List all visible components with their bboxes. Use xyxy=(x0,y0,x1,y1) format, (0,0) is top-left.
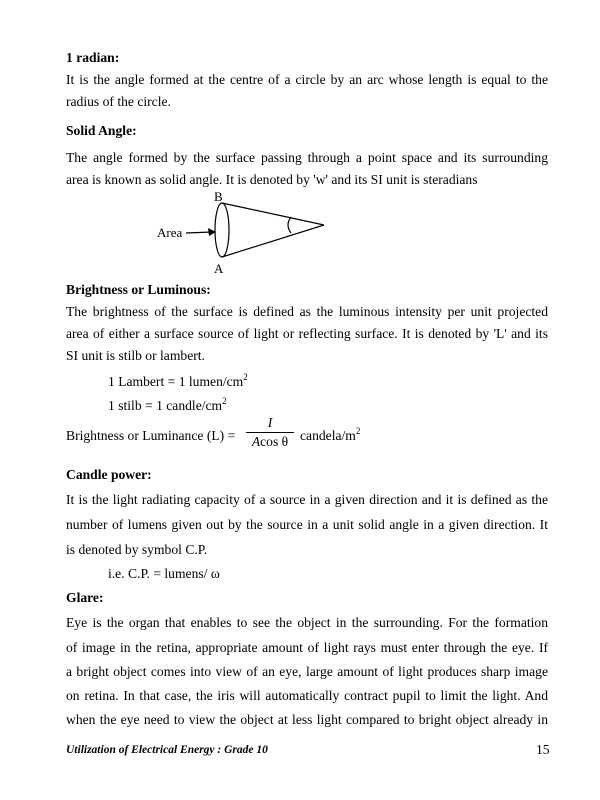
brightness-text-line-2: area of either a surface source of light or reflecting surface. It is denoted by 'L' and its xyxy=(66,326,548,341)
stilb-equation: 1 stilb = 1 candle/$cm^2$ xyxy=(108,396,227,413)
fraction-bar xyxy=(246,432,294,433)
luminance-formula-unit: candela/$m^2$ xyxy=(300,426,361,443)
label-area: Area xyxy=(157,225,183,240)
glare-heading: Glare: xyxy=(66,590,104,605)
luminance-formula-label: Brightness or Luminance (L) = xyxy=(66,428,236,443)
solid-angle-heading: Solid Angle: xyxy=(66,123,137,138)
glare-text-line-1: Eye is the organ that enables to see the object in the surrounding. For the formation xyxy=(66,615,548,630)
candle-power-text-line-2: number of lumens given out by the source in a unit solid angle in a given direction. It xyxy=(66,517,548,532)
lambert-equation: 1 Lambert = 1 lumen/$cm^2$ xyxy=(108,372,248,389)
candle-power-text-line-1: It is the light radiating capacity of a source in a given direction and it is defined as the xyxy=(66,492,548,507)
fraction-numerator: I xyxy=(267,415,273,430)
solid-angle-figure xyxy=(150,186,340,278)
page-number: 15 xyxy=(536,742,550,757)
solid-angle-text-line-2: area is known as solid angle. It is denoted by 'w' and its SI unit is steradians xyxy=(66,172,478,187)
radian-text-line-1: It is the angle formed at the centre of a circle by an arc whose length is equal to the xyxy=(66,72,548,87)
glare-text-line-2: of image in the retina, appropriate amount of light rays must enter through the eye. If xyxy=(66,640,548,655)
footer-book-title: Utilization of Electrical Energy : Grade 10 xyxy=(66,744,268,756)
label-b: B xyxy=(214,189,223,204)
luminance-fraction xyxy=(246,415,294,450)
candle-power-equation: i.e. C.P. = lumens/ ω xyxy=(108,566,220,581)
radian-heading: 1 radian: xyxy=(66,50,120,65)
brightness-heading: Brightness or Luminous: xyxy=(66,282,211,297)
area-pointer-line xyxy=(186,232,212,233)
label-a: A xyxy=(214,261,224,276)
fraction-denominator: Acos θ xyxy=(251,434,289,449)
candle-power-text-line-3: is denoted by symbol C.P. xyxy=(66,542,208,557)
glare-text-line-3: a bright object comes into view of an eye, large amount of light produces sharp image xyxy=(66,664,548,679)
solid-angle-arc xyxy=(288,217,291,233)
cone-top-edge xyxy=(222,203,324,225)
glare-text-line-4: on retina. In that case, the iris will automatically contract pupil to limit the light. And xyxy=(66,688,548,703)
cone-bottom-edge xyxy=(222,225,324,257)
solid-angle-text-line-1: The angle formed by the surface passing through a point space and its surrounding xyxy=(66,150,548,165)
radian-text-line-2: radius of the circle. xyxy=(66,94,171,109)
candle-power-heading: Candle power: xyxy=(66,467,152,482)
glare-text-line-5: when the eye need to view the object at less light compared to bright object already in xyxy=(66,712,548,727)
brightness-text-line-1: The brightness of the surface is defined as the luminous intensity per unit projected xyxy=(66,304,548,319)
brightness-text-line-3: SI unit is stilb or lambert. xyxy=(66,348,205,363)
cone-base-ellipse xyxy=(215,203,229,257)
